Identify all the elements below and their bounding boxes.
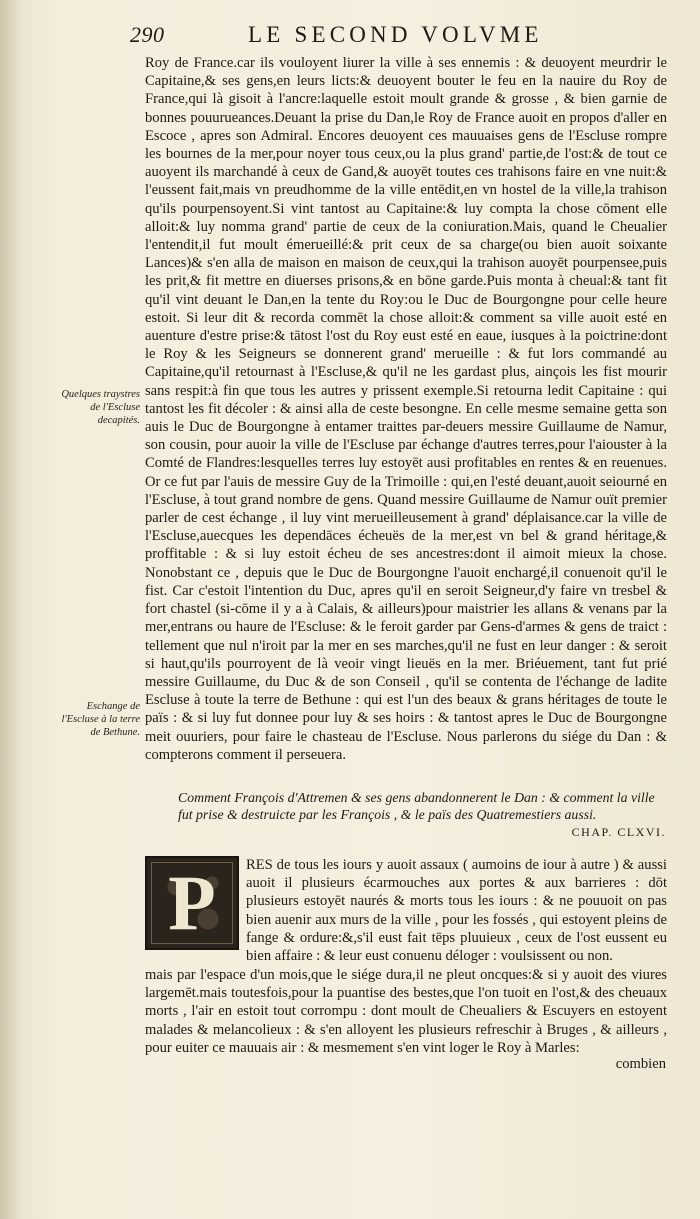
chapter-number: CHAP. CLXVI. — [571, 825, 666, 839]
marginal-note-traitors: Quelques traystres de l'Escluse decapités. — [61, 389, 140, 426]
chapter-heading — [178, 789, 666, 841]
gutter-shadow — [0, 0, 22, 1219]
dropcap-letter: P — [168, 859, 216, 946]
running-title: LE SECOND VOLVME — [248, 22, 543, 47]
dropcap-initial — [145, 856, 239, 950]
chapter-title: Comment François d'Attremen & ses gens abandonnerent le Dan : & comment la ville fut prise & destruicte par les François , & le païs des Quatremestiers aussi. — [178, 790, 655, 822]
marginal-note-exchange: Eschange de l'Escluse à la terre de Bethune. — [61, 701, 140, 738]
body-paragraph: Roy de France.car ils vouloyent liurer la ville à ses ennemis : & deuoyent meurdrir le Capitaine,& ses gens,en leurs licts:& deuoyent bouter le feu en la nauire du Roy de France,qui là gisoit à l'ancre:laquelle estoit moult grande & grosse , & bien garnie de bonnes pouurueances.Deuant la prise du Dan,le Roy de France auoit en propos d'aller en Escoce , apres son Admiral. Encores deuoyent ces mauuaises gens de l'Escluse rompre les bournes de la mer,pour noyer tous ceux,ou la plus grand' partie,de l'ost:& de tout ce auoyent ils marchandé à ceux de Gand,& auoyēt toutes ces trahisons faire en vne nuit:& l'eussent fait,mais vn preudhomme de la ville entēdit,en vn hostel de la ville,la trahison qu'ils pourpensoyent.Si vint tantost au Capitaine:& luy compta la chose cōment elle alloit:& luy nomma grand' partie de ceux de la coniuration.Mais, quand le Cheualier l'entendit,il fut moult émerueillé:& prit ceux de sa charge(ou bien auoit soixante Lances)& s'en alla de maison en maison de ceux,qui la trahison auoyēt pourpensee,puis les prit,& fit mettre en diuerses prisons,& en bōne garde.Puis monta à cheual:& tant fit qu'il vint deuant le Dan,en la tente du Roy:ou le Duc de Bourgongne pour celle heure estoit. Si leur dit & recorda commēt la chose alloit:& comment sa ville auoit esté en auenture d'estre prise:& tātost l'ost du Roy eust esté en eaue, iusques à la poictrine:dont le Roy & les Seigneurs se donnerent grand' merueille : & fut lors commandé au Capitaine,qu'il retournast à l'Escluse,& qu'il ne les gardast plus, ainçois les fist mourir sans respit:à fin que tous les autres y prissent exemple.Si retourna ledit Capitaine : qui tantost les fit décoler : & ainsi alla de ceste besongne. En celle mesme semaine getta son auis le Duc de Bourgongne à entamer traittes par-deuers messire Guillaume de Namur, son cousin, pour auoir la ville de l'Escluse par échange d'autres terres,pour l'aiouster à la Comté de Flandres:lesquelles terres luy estoyēt ausi profitables en rentes & en reuenues. Or ce fut par l'auis de messire Guy de la Trimoille : qui,en l'esté deuant,auoit seiourné en l'Escluse, à tout grand nombre de gens. Quand messire Guillaume de Namur ouït premier parler de cest échange , il luy vint merueilleusement à grand' déplaisance.car la ville de l'Escluse,auecques les dependāces écheuës de la mer,est vn bel & grand héritage,& proffitable : & si luy estoit écheu de ses ancestres:dont il aimoit mieux la chose. Nonobstant ce , depuis que le Duc de Bourgongne l'auoit enchargé,il conuenoit qu'il le fist. Car c'estoit l'intention du Duc, apres qu'il en seroit Seigneur,d'y faire vn tresbel & fort chastel (si-cōme il y a à Calais, & ailleurs)pour maistrier les allans & venans par la mer,entrans ou haure de l'Escluse: & le feroit garder par Gens-d'armes & gens de traict : tellement que nul n'iroit par la mer en ses marches,qu'il ne fust en leur danger : & seroit si haut,qu'ils pourroyent de là veoir vingt lieuës en la mer. Briéuement, tant fut prié messire Guillaume, du Duc & de son Conseil , qu'il se contenta de l'échange de ladite Escluse à toute la terre de Bethune : qui est l'un des beaux & grans héritages de toute le païs : & si luy fut donnee pour luy & ses hoirs : & tantost apres le Duc de Bourgongne meit ouuriers, pour faire le chasteau de l'Escluse. Nous parlerons du siége du Dan : & compterons comment il perseuera. — [145, 55, 667, 763]
main-text-block — [145, 54, 667, 764]
catchword: combien — [615, 1056, 666, 1072]
chapter-opening-text — [246, 856, 667, 965]
chapter-continuation-text — [145, 966, 667, 1057]
page-number: 290 — [130, 22, 165, 47]
chapter-opening-paragraph: RES de tous les iours y auoit assaux ( aumoins de iour à autre ) & aussi auoit il plusieurs écarmouches aux portes & aux barrieres : dōt plusieurs estoyēt naurés & morts tous les iours : & ne pouuoit on pas bien auenir aux murs de la ville , pour les fossés , qui estoyent pleins de fange & ordure:&,s'il eust fait tēps pluuieux , ceux de l'ost eussent eu bien affaire : & leur eust conuenu déloger : voulsissent ou non. — [246, 857, 667, 965]
chapter-continuation-paragraph: mais par l'espace d'un mois,que le siége dura,il ne pleut oncques:& si y auoit des viures largemēt.mais toutesfois,pour la puantise des bestes,que l'on tuoit en l'ost,& des cheuaux morts , l'air en estoit tout corrompu : dont moult de Cheualiers & Escuyers en estoyent malades & melancolieux : & s'en alloyent les plusieurs refreschir à Bruges , & ailleurs , pour euiter ce mauuais air : & mesmement s'en vint loger le Roy à Marles: — [145, 967, 667, 1056]
page-header — [130, 22, 670, 48]
